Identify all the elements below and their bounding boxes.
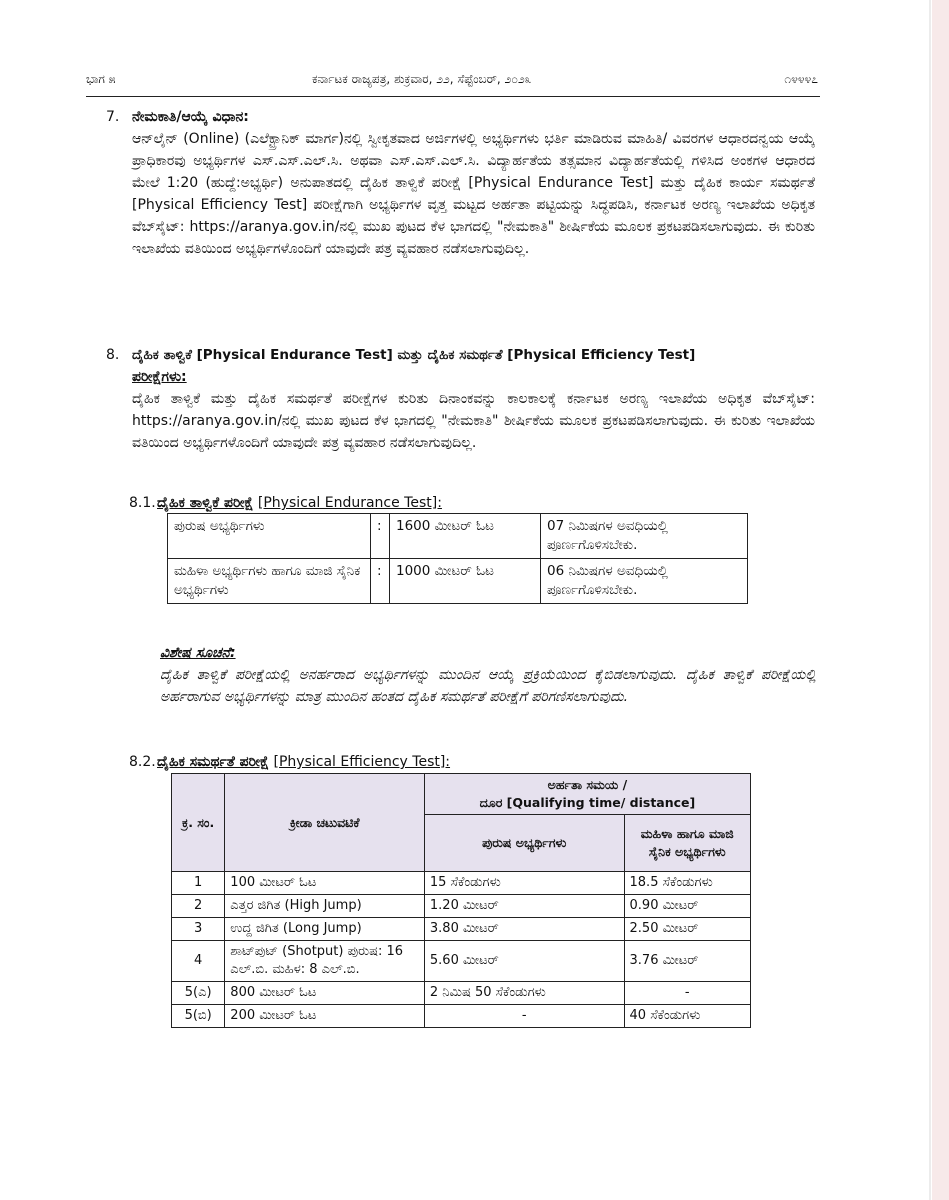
subsection-title-kn: ದೈಹಿಕ ಸಮರ್ಥತೆ ಪರೀಕ್ಷೆ	[157, 754, 270, 770]
female-cell: -	[624, 982, 750, 1005]
activity-cell: ಎತ್ತರ ಜಿಗಿತ (High Jump)	[225, 895, 425, 918]
header-page-number: ೧೪೪೪೭	[784, 72, 818, 86]
efficiency-table	[171, 773, 751, 1028]
distance-cell: 1000 ಮೀಟರ್ ಓಟ	[390, 559, 541, 604]
female-cell: 2.50 ಮೀಟರ್	[624, 918, 750, 941]
subsection-8-2-title	[129, 752, 450, 772]
subsection-title-kn: ದೈಹಿಕ ತಾಳ್ವಿಕೆ ಪರೀಕ್ಷೆ	[157, 495, 254, 511]
activity-cell: ಉದ್ದ ಜಿಗಿತ (Long Jump)	[225, 918, 425, 941]
page-edge-strip	[932, 0, 949, 1200]
header-qualifying-line2: ದೂರ [Qualifying time/ distance]	[479, 795, 696, 810]
activity-cell: 800 ಮೀಟರ್ ಓಟ	[225, 982, 425, 1005]
subsection-title-en: [Physical Endurance Test]:	[257, 495, 442, 511]
table-row	[168, 514, 748, 559]
separator-cell: :	[371, 514, 390, 559]
female-cell: 0.90 ಮೀಟರ್	[624, 895, 750, 918]
table-row	[168, 559, 748, 604]
distance-cell: 1600 ಮೀಟರ್ ಓಟ	[390, 514, 541, 559]
special-note-body: ದೈಹಿಕ ತಾಳ್ವಿಕೆ ಪರೀಕ್ಷೆಯಲ್ಲಿ ಅನರ್ಹರಾದ ಅಭ್ಯರ್ಥಿಗಳನ್ನು ಮುಂದಿನ ಆಯ್ಕೆ ಪ್ರಕ್ರಿಯೆಯಿಂದ ಕೈಬಿಡಲಾಗುವುದು. ದೈಹಿಕ ತಾಳ್ವಿಕೆ ಪರೀಕ್ಷೆಯಲ್ಲಿ ಅರ್ಹರಾಗುವ ಅಭ್ಯರ್ಥಿಗಳನ್ನು ಮಾತ್ರ ಮುಂದಿನ ಹಂತದ ದೈಹಿಕ ಸಮರ್ಥತೆ ಪರೀಕ್ಷೆಗೆ ಪರಿಗಣಿಸಲಾಗುವುದು.	[160, 667, 816, 705]
header-part: ಭಾಗ ೫	[86, 72, 116, 86]
candidate-cell: ಮಹಿಳಾ ಅಭ್ಯರ್ಥಿಗಳು ಹಾಗೂ ಮಾಜಿ ಸೈನಿಕ ಅಭ್ಯರ್ಥಿಗಳು	[168, 559, 371, 604]
table-row	[172, 872, 751, 895]
table-row	[172, 941, 751, 982]
section-8	[86, 344, 816, 474]
sno-cell: 5(ಬಿ)	[172, 1005, 225, 1028]
male-cell: -	[424, 1005, 624, 1028]
separator-cell: :	[371, 559, 390, 604]
activity-cell: 100 ಮೀಟರ್ ಓಟ	[225, 872, 425, 895]
female-cell: 3.76 ಮೀಟರ್	[624, 941, 750, 982]
time-cell: 07 ನಿಮಿಷಗಳ ಅವಧಿಯಲ್ಲಿ ಪೂರ್ಣಗೊಳಿಸಬೇಕು.	[541, 514, 748, 559]
male-cell: 15 ಸೆಕೆಂಡುಗಳು	[424, 872, 624, 895]
section-title-cont: ಪರೀಕ್ಷೆಗಳು:	[132, 369, 187, 385]
male-cell: 5.60 ಮೀಟರ್	[424, 941, 624, 982]
male-cell: 1.20 ಮೀಟರ್	[424, 895, 624, 918]
candidate-cell: ಪುರುಷ ಅಭ್ಯರ್ಥಿಗಳು	[168, 514, 371, 559]
section-number: 8.	[106, 347, 120, 363]
female-cell: 18.5 ಸೆಕೆಂಡುಗಳು	[624, 872, 750, 895]
header-sno: ಕ್ರ. ಸಂ.	[172, 774, 225, 872]
header-female: ಮಹಿಳಾ ಹಾಗೂ ಮಾಜಿ ಸೈನಿಕ ಅಭ್ಯರ್ಥಿಗಳು	[624, 815, 750, 872]
sno-cell: 2	[172, 895, 225, 918]
subsection-title-en: [Physical Efficiency Test]:	[273, 754, 451, 770]
male-cell: 2 ನಿಮಿಷ 50 ಸೆಕೆಂಡುಗಳು	[424, 982, 624, 1005]
time-cell: 06 ನಿಮಿಷಗಳ ಅವಧಿಯಲ್ಲಿ ಪೂರ್ಣಗೊಳಿಸಬೇಕು.	[541, 559, 748, 604]
header-male: ಪುರುಷ ಅಭ್ಯರ್ಥಿಗಳು	[424, 815, 624, 872]
table-row	[172, 1005, 751, 1028]
table-header-row	[172, 774, 751, 815]
page-header	[86, 72, 818, 92]
male-cell: 3.80 ಮೀಟರ್	[424, 918, 624, 941]
page-edge-line	[929, 0, 931, 1200]
special-note-heading: ವಿಶೇಷ ಸೂಚನೆ:	[160, 645, 236, 661]
sno-cell: 1	[172, 872, 225, 895]
endurance-table	[167, 513, 748, 604]
activity-cell: 200 ಮೀಟರ್ ಓಟ	[225, 1005, 425, 1028]
subsection-number: 8.2.	[129, 754, 156, 770]
sno-cell: 3	[172, 918, 225, 941]
subsection-8-1-title	[129, 493, 442, 513]
section-body: ದೈಹಿಕ ತಾಳ್ವಿಕೆ ಮತ್ತು ದೈಹಿಕ ಸಮರ್ಥತೆ ಪರೀಕ್ಷೆಗಳ ಕುರಿತು ದಿನಾಂಕವನ್ನು ಕಾಲಕಾಲಕ್ಕೆ ಕರ್ನಾಟಕ ಅರಣ್ಯ ಇಲಾಖೆಯ ಅಧಿಕೃತ ವೆಬ್‌ಸೈಟ್: https://aranya.gov.in/ನಲ್ಲಿ ಮುಖ ಪುಟದ ಕೆಳ ಭಾಗದಲ್ಲಿ "ನೇಮಕಾತಿ" ಶೀರ್ಷಿಕೆಯ ಮೂಲಕ ಪ್ರಕಟಪಡಿಸಲಾಗುವುದು. ಈ ಕುರಿತು ಇಲಾಖೆಯ ವತಿಯಿಂದ ಅಭ್ಯರ್ಥಿಗಳೊಂದಿಗೆ ಯಾವುದೇ ಪತ್ರ ವ್ಯವಹಾರ ನಡೆಸಲಾಗುವುದಿಲ್ಲ.	[132, 391, 815, 451]
section-number: 7.	[106, 109, 120, 125]
table-row	[172, 895, 751, 918]
section-title: ನೇಮಕಾತಿ/ಆಯ್ಕೆ ವಿಧಾನ:	[132, 109, 249, 125]
activity-cell: ಶಾಟ್‌ಪುಟ್ (Shotput) ಪುರುಷ: 16 ಎಲ್.ಬಿ. ಮಹಿಳ: 8 ಎಲ್.ಬಿ.	[225, 941, 425, 982]
sno-cell: 5(ಎ)	[172, 982, 225, 1005]
female-cell: 40 ಸೆಕೆಂಡುಗಳು	[624, 1005, 750, 1028]
header-rule	[86, 96, 820, 97]
header-qualifying	[424, 774, 750, 815]
section-7	[86, 106, 816, 321]
header-activity: ಕ್ರೀಡಾ ಚಟುವಟಿಕೆ	[225, 774, 425, 872]
subsection-number: 8.1.	[129, 495, 156, 511]
section-title: ದೈಹಿಕ ತಾಳ್ವಿಕೆ [Physical Endurance Test] ಮತ್ತು ದೈಹಿಕ ಸಮರ್ಥತೆ [Physical Efficiency Test]	[132, 347, 696, 363]
table-row	[172, 982, 751, 1005]
header-gazette-title: ಕರ್ನಾಟಕ ರಾಜ್ಯಪತ್ರ, ಶುಕ್ರವಾರ, ೨೨, ಸೆಪ್ಟೆಂಬರ್, ೨೦೨೩	[312, 72, 532, 86]
sno-cell: 4	[172, 941, 225, 982]
header-qualifying-line1: ಅರ್ಹತಾ ಸಮಯ /	[547, 777, 628, 792]
section-body: ಆನ್‌ಲೈನ್ (Online) (ಎಲೆಕ್ಟ್ರಾನಿಕ್ ಮಾರ್ಗ)ನಲ್ಲಿ ಸ್ವೀಕೃತವಾದ ಅರ್ಜಿಗಳಲ್ಲಿ ಅಭ್ಯರ್ಥಿಗಳು ಭರ್ತಿ ಮಾಡಿರುವ ಮಾಹಿತಿ/ ವಿವರಗಳ ಆಧಾರದನ್ವಯ ಆಯ್ಕೆ ಪ್ರಾಧಿಕಾರವು ಅಭ್ಯರ್ಥಿಗಳ ಎಸ್.ಎಸ್.ಎಲ್.ಸಿ. ಅಥವಾ ಎಸ್.ಎಸ್.ಎಲ್.ಸಿ. ವಿದ್ಯಾರ್ಹತೆಯ ತತ್ಸಮಾನ ವಿದ್ಯಾರ್ಹತೆಯಲ್ಲಿ ಗಳಿಸಿದ ಅಂಕಗಳ ಆಧಾರದ ಮೇಲೆ 1:20 (ಹುದ್ದೆ:ಅಭ್ಯರ್ಥಿ) ಅನುಪಾತದಲ್ಲಿ ದೈಹಿಕ ತಾಳ್ವಿಕೆ ಪರೀಕ್ಷೆ [Physical Endurance Test] ಮತ್ತು ದೈಹಿಕ ಕಾರ್ಯ ಸಮರ್ಥತೆ [Physical Efficiency Test] ಪರೀಕ್ಷೆಗಾಗಿ ಅಭ್ಯರ್ಥಿಗಳ ವೃತ್ತ ಮಟ್ಟದ ಅರ್ಹತಾ ಪಟ್ಟಿಯನ್ನು ಸಿದ್ಧಪಡಿಸಿ, ಕರ್ನಾಟಕ ಅರಣ್ಯ ಇಲಾಖೆಯ ಅಧಿಕೃತ ವೆಬ್‌ಸೈಟ್: https://aranya.gov.in/ನಲ್ಲಿ ಮುಖ ಪುಟದ ಕೆಳ ಭಾಗದಲ್ಲಿ "ನೇಮಕಾತಿ" ಶೀರ್ಷಿಕೆಯ ಮೂಲಕ ಪ್ರಕಟಪಡಿಸಲಾಗುವುದು. ಈ ಕುರಿತು ಇಲಾಖೆಯ ವತಿಯಿಂದ ಅಭ್ಯರ್ಥಿಗಳೊಂದಿಗೆ ಯಾವುದೇ ಪತ್ರ ವ್ಯವಹಾರ ನಡೆಸಲಾಗುವುದಿಲ್ಲ.	[132, 131, 815, 257]
table-row	[172, 918, 751, 941]
